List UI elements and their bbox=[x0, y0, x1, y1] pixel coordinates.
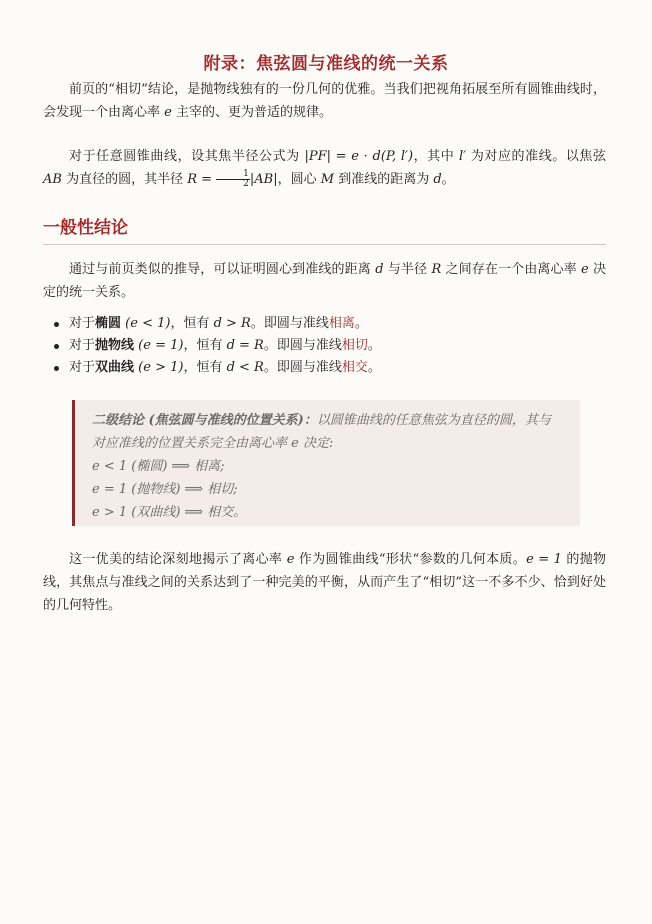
implies-icon: ⟹ bbox=[184, 505, 204, 520]
closing-text: 这一优美的结论深刻地揭示了离心率 bbox=[69, 552, 287, 567]
list-text: 。 bbox=[354, 316, 368, 331]
result-highlight: 相切 bbox=[341, 338, 368, 353]
intro-text: 。 bbox=[441, 172, 455, 187]
intro-text: 为直径的圆，其半径 bbox=[61, 172, 188, 187]
intro-text: 前页的“相切”结论，是抛物线独有的一份几何的优雅。当我们把视角拓展至所有圆锥曲线时，会发现一个由离心率 bbox=[43, 82, 606, 120]
page-title: 附录：焦弦圆与准线的统一关系 bbox=[203, 54, 449, 74]
math-e: e bbox=[581, 262, 589, 277]
general-text: 之间存在一个由离心率 bbox=[441, 262, 582, 277]
result-highlight: 相交 bbox=[341, 360, 368, 375]
callout-intro bbox=[92, 409, 562, 455]
curve-name: 椭圆 bbox=[95, 316, 122, 331]
math-d: d bbox=[375, 262, 384, 277]
intro-text: ，圆心 bbox=[277, 172, 321, 187]
list-text: ，恒有 bbox=[183, 360, 227, 375]
fraction-numerator: 1 bbox=[216, 170, 250, 180]
closing-paragraph bbox=[43, 548, 606, 617]
general-text: 决定的统一关系。 bbox=[43, 262, 606, 300]
list-text: 。 bbox=[367, 338, 381, 353]
math-e: e bbox=[291, 436, 299, 451]
callout-text: 以圆锥曲线的任意焦弦为直径的圆，其与对应准线的位置关系完全由离心率 bbox=[92, 413, 551, 451]
math-ab: AB bbox=[43, 172, 62, 187]
list-text: ，恒有 bbox=[170, 316, 214, 331]
list-text: 。即圆与准线 bbox=[263, 338, 342, 353]
math-abs-ab: |AB| bbox=[249, 172, 278, 187]
math-e: e bbox=[164, 105, 172, 120]
general-text: 通过与前页类似的推导，可以证明圆心到准线的距离 bbox=[69, 262, 376, 277]
implies-icon: ⟹ bbox=[171, 459, 191, 474]
curve-name: (双曲线) bbox=[131, 505, 181, 520]
math-r: R = bbox=[187, 172, 217, 187]
list-text: 对于 bbox=[69, 338, 96, 353]
list-text: 。即圆与准线 bbox=[250, 316, 329, 331]
intro-paragraph-2 bbox=[43, 145, 606, 191]
list-item bbox=[69, 357, 629, 379]
math-m: M bbox=[320, 172, 335, 187]
math-e: e bbox=[286, 552, 295, 567]
callout-line bbox=[92, 455, 562, 478]
intro-paragraph-1 bbox=[43, 78, 606, 124]
general-text: 与半径 bbox=[383, 262, 432, 277]
conclusion-list bbox=[43, 313, 629, 379]
closing-text: 作为圆锥曲线“形状“参数的几何本质。 bbox=[294, 552, 527, 567]
list-text: ，恒有 bbox=[183, 338, 227, 353]
general-paragraph bbox=[43, 258, 606, 304]
curve-name: (椭圆) bbox=[131, 459, 168, 474]
section-heading: 一般性结论 bbox=[43, 213, 606, 245]
list-text: 对于 bbox=[69, 316, 96, 331]
condition: (e = 1) bbox=[138, 338, 184, 353]
intro-text: 到准线的距离为 bbox=[334, 172, 434, 187]
relation: d < R bbox=[226, 360, 264, 375]
list-text: 对于 bbox=[69, 360, 96, 375]
curve-name: (抛物线) bbox=[131, 482, 181, 497]
list-text: 。即圆与准线 bbox=[263, 360, 342, 375]
intro-text: 主宰的、更为普适的规律。 bbox=[171, 105, 332, 120]
math-d: d bbox=[433, 172, 442, 187]
condition: (e > 1) bbox=[138, 360, 184, 375]
theorem-callout bbox=[72, 400, 580, 526]
condition: e = 1 bbox=[92, 482, 128, 497]
result-text: 相离; bbox=[194, 459, 225, 474]
math-e-equals-1: e = 1 bbox=[526, 552, 562, 567]
list-item bbox=[69, 335, 629, 357]
intro-text: 对于任意圆锥曲线，设其焦半径公式为 bbox=[69, 149, 305, 164]
callout-label: 二级结论 (焦弦圆与准线的位置关系)： bbox=[92, 413, 317, 428]
implies-icon: ⟹ bbox=[184, 482, 204, 497]
curve-name: 抛物线 bbox=[95, 338, 135, 353]
fraction-half bbox=[216, 170, 250, 189]
intro-text: 为对应的准线。以焦弦 bbox=[466, 149, 606, 164]
closing-text: 的抛物线，其焦点与准线之间的关系达到了一种完美的平衡，从而产生了“相切”这一不多不少、恰到好处的几何特性。 bbox=[43, 552, 606, 613]
relation: d > R bbox=[213, 316, 251, 331]
intro-text: ，其中 bbox=[413, 149, 460, 164]
result-text: 相交。 bbox=[207, 505, 247, 520]
result-highlight: 相离 bbox=[328, 316, 355, 331]
fraction-denominator: 2 bbox=[243, 179, 249, 189]
relation: d = R bbox=[226, 338, 264, 353]
focal-radius-formula: |PF| = e · d(P, l′) bbox=[304, 149, 414, 164]
math-directrix: l′ bbox=[459, 149, 467, 164]
callout-text: 决定: bbox=[298, 436, 334, 451]
list-text: 。 bbox=[367, 360, 381, 375]
result-text: 相切; bbox=[207, 482, 238, 497]
curve-name: 双曲线 bbox=[95, 360, 135, 375]
math-r: R bbox=[431, 262, 442, 277]
condition: e > 1 bbox=[92, 505, 128, 520]
condition: e < 1 bbox=[92, 459, 128, 474]
callout-line bbox=[92, 501, 562, 524]
condition: (e < 1) bbox=[125, 316, 171, 331]
callout-line bbox=[92, 478, 562, 501]
callout-body bbox=[92, 409, 562, 524]
list-item bbox=[69, 313, 629, 335]
